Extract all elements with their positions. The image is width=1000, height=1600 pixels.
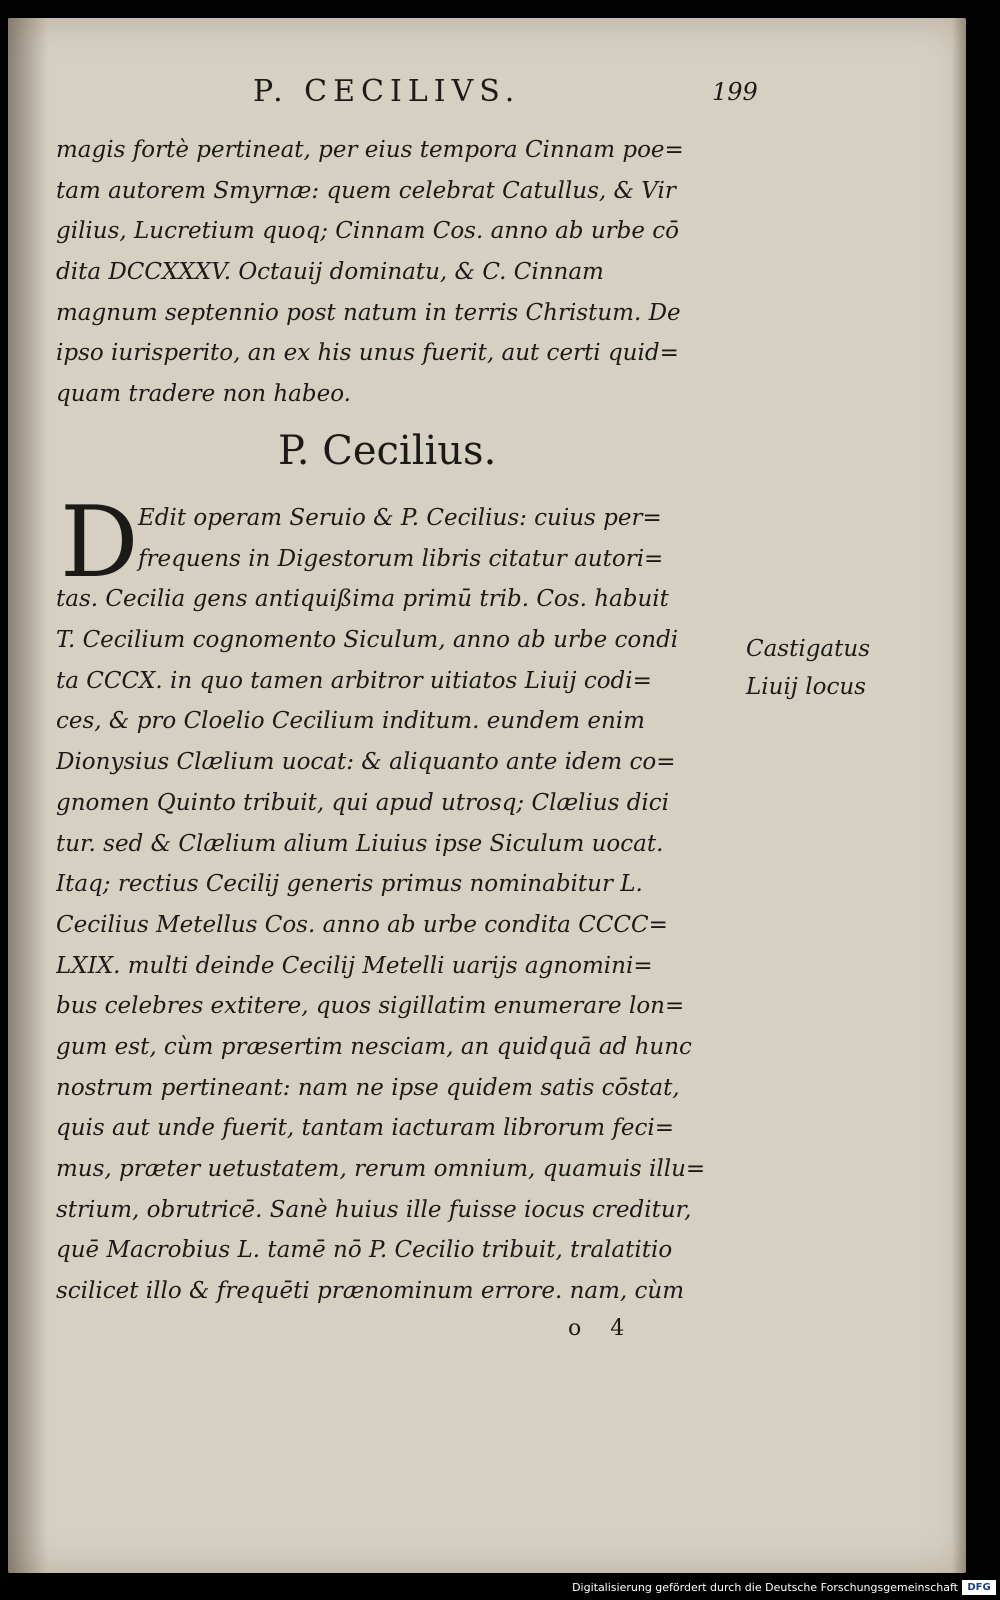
text-line: Itaq; rectius Cecilij generis primus nominabitur L. [56, 871, 643, 898]
continued-text-block [56, 130, 756, 415]
marginal-note-line: Castigatus [746, 636, 871, 662]
text-line: gilius, Lucretium quoq; Cinnam Cos. anno ab urbe cō [56, 218, 680, 245]
page-number: 199 [712, 78, 758, 106]
text-line: tam autorem Smyrnæ: quem celebrat Catullus, & Vir [56, 177, 676, 204]
section-text-block [56, 498, 756, 1312]
text-line: tur. sed & Clælium alium Liuius ipse Siculum uocat. [56, 830, 664, 857]
drop-cap: D [60, 486, 139, 600]
text-line: gnomen Quinto tribuit, qui apud utrosq; Clælius dici [56, 789, 670, 816]
text-line: quam tradere non habeo. [56, 381, 351, 408]
marginal-note [746, 630, 916, 706]
text-line: Cecilius Metellus Cos. anno ab urbe condita CCCC= [56, 911, 668, 938]
text-line: bus celebres extitere, quos sigillatim enumerare lon= [56, 993, 685, 1020]
funding-credit: Digitalisierung gefördert durch die Deutsche Forschungsgemeinschaft [572, 1581, 958, 1594]
credit-bar [0, 1576, 1000, 1600]
text-line: strium, obrutricē. Sanè huius ille fuisse iocus creditur, [56, 1196, 692, 1223]
text-line: magnum septennio post natum in terris Christum. De [56, 299, 681, 326]
book-page [8, 18, 966, 1573]
page-edge-shadow [952, 18, 966, 1573]
text-line: gum est, cùm præsertim nesciam, an quidquā ad hunc [56, 1033, 692, 1060]
text-line: nostrum pertineant: nam ne ipse quidem satis cōstat, [56, 1074, 680, 1101]
text-line: Dionysius Clælium uocat: & aliquanto ante idem co= [56, 749, 676, 776]
text-line: quē Macrobius L. tamē nō P. Cecilio tribuit, tralatitio [56, 1237, 673, 1264]
signature-mark: o 4 [568, 1316, 625, 1341]
text-line: ta CCCX. in quo tamen arbitror uitiatos Liuij codi= [56, 667, 652, 694]
text-line: mus, præter uetustatem, rerum omnium, quamuis illu= [56, 1156, 706, 1182]
section-heading: P. Cecilius. [278, 428, 497, 474]
dfg-logo: DFG [962, 1580, 996, 1595]
text-line: Edit operam Seruio & P. Cecilius: cuius per= [138, 505, 662, 531]
text-line: ces, & pro Cloelio Cecilium inditum. eundem enim [56, 708, 645, 735]
text-line: T. Cecilium cognomento Siculum, anno ab urbe condi [56, 627, 679, 654]
spine-shadow [8, 18, 48, 1573]
text-line: magis fortè pertineat, per eius tempora Cinnam poe= [56, 137, 684, 163]
marginal-note-line: Liuij locus [746, 674, 866, 700]
text-line: LXIX. multi deinde Cecilij Metelli uarijs agnomini= [56, 952, 653, 979]
text-line: ipso iurisperito, an ex his unus fuerit, aut certi quid= [56, 340, 679, 367]
text-line: quis aut unde fuerit, tantam iacturam librorum feci= [56, 1115, 675, 1142]
running-head: P. CECILIVS. [253, 74, 521, 109]
text-line: frequens in Digestorum libris citatur autori= [138, 545, 664, 572]
text-line: scilicet illo & frequēti prænominum errore. nam, cùm [56, 1278, 685, 1305]
text-line: dita DCCXXXV. Octauij dominatu, & C. Cinnam [56, 259, 604, 286]
text-line: tas. Cecilia gens antiquißima primū trib. Cos. habuit [56, 586, 669, 613]
